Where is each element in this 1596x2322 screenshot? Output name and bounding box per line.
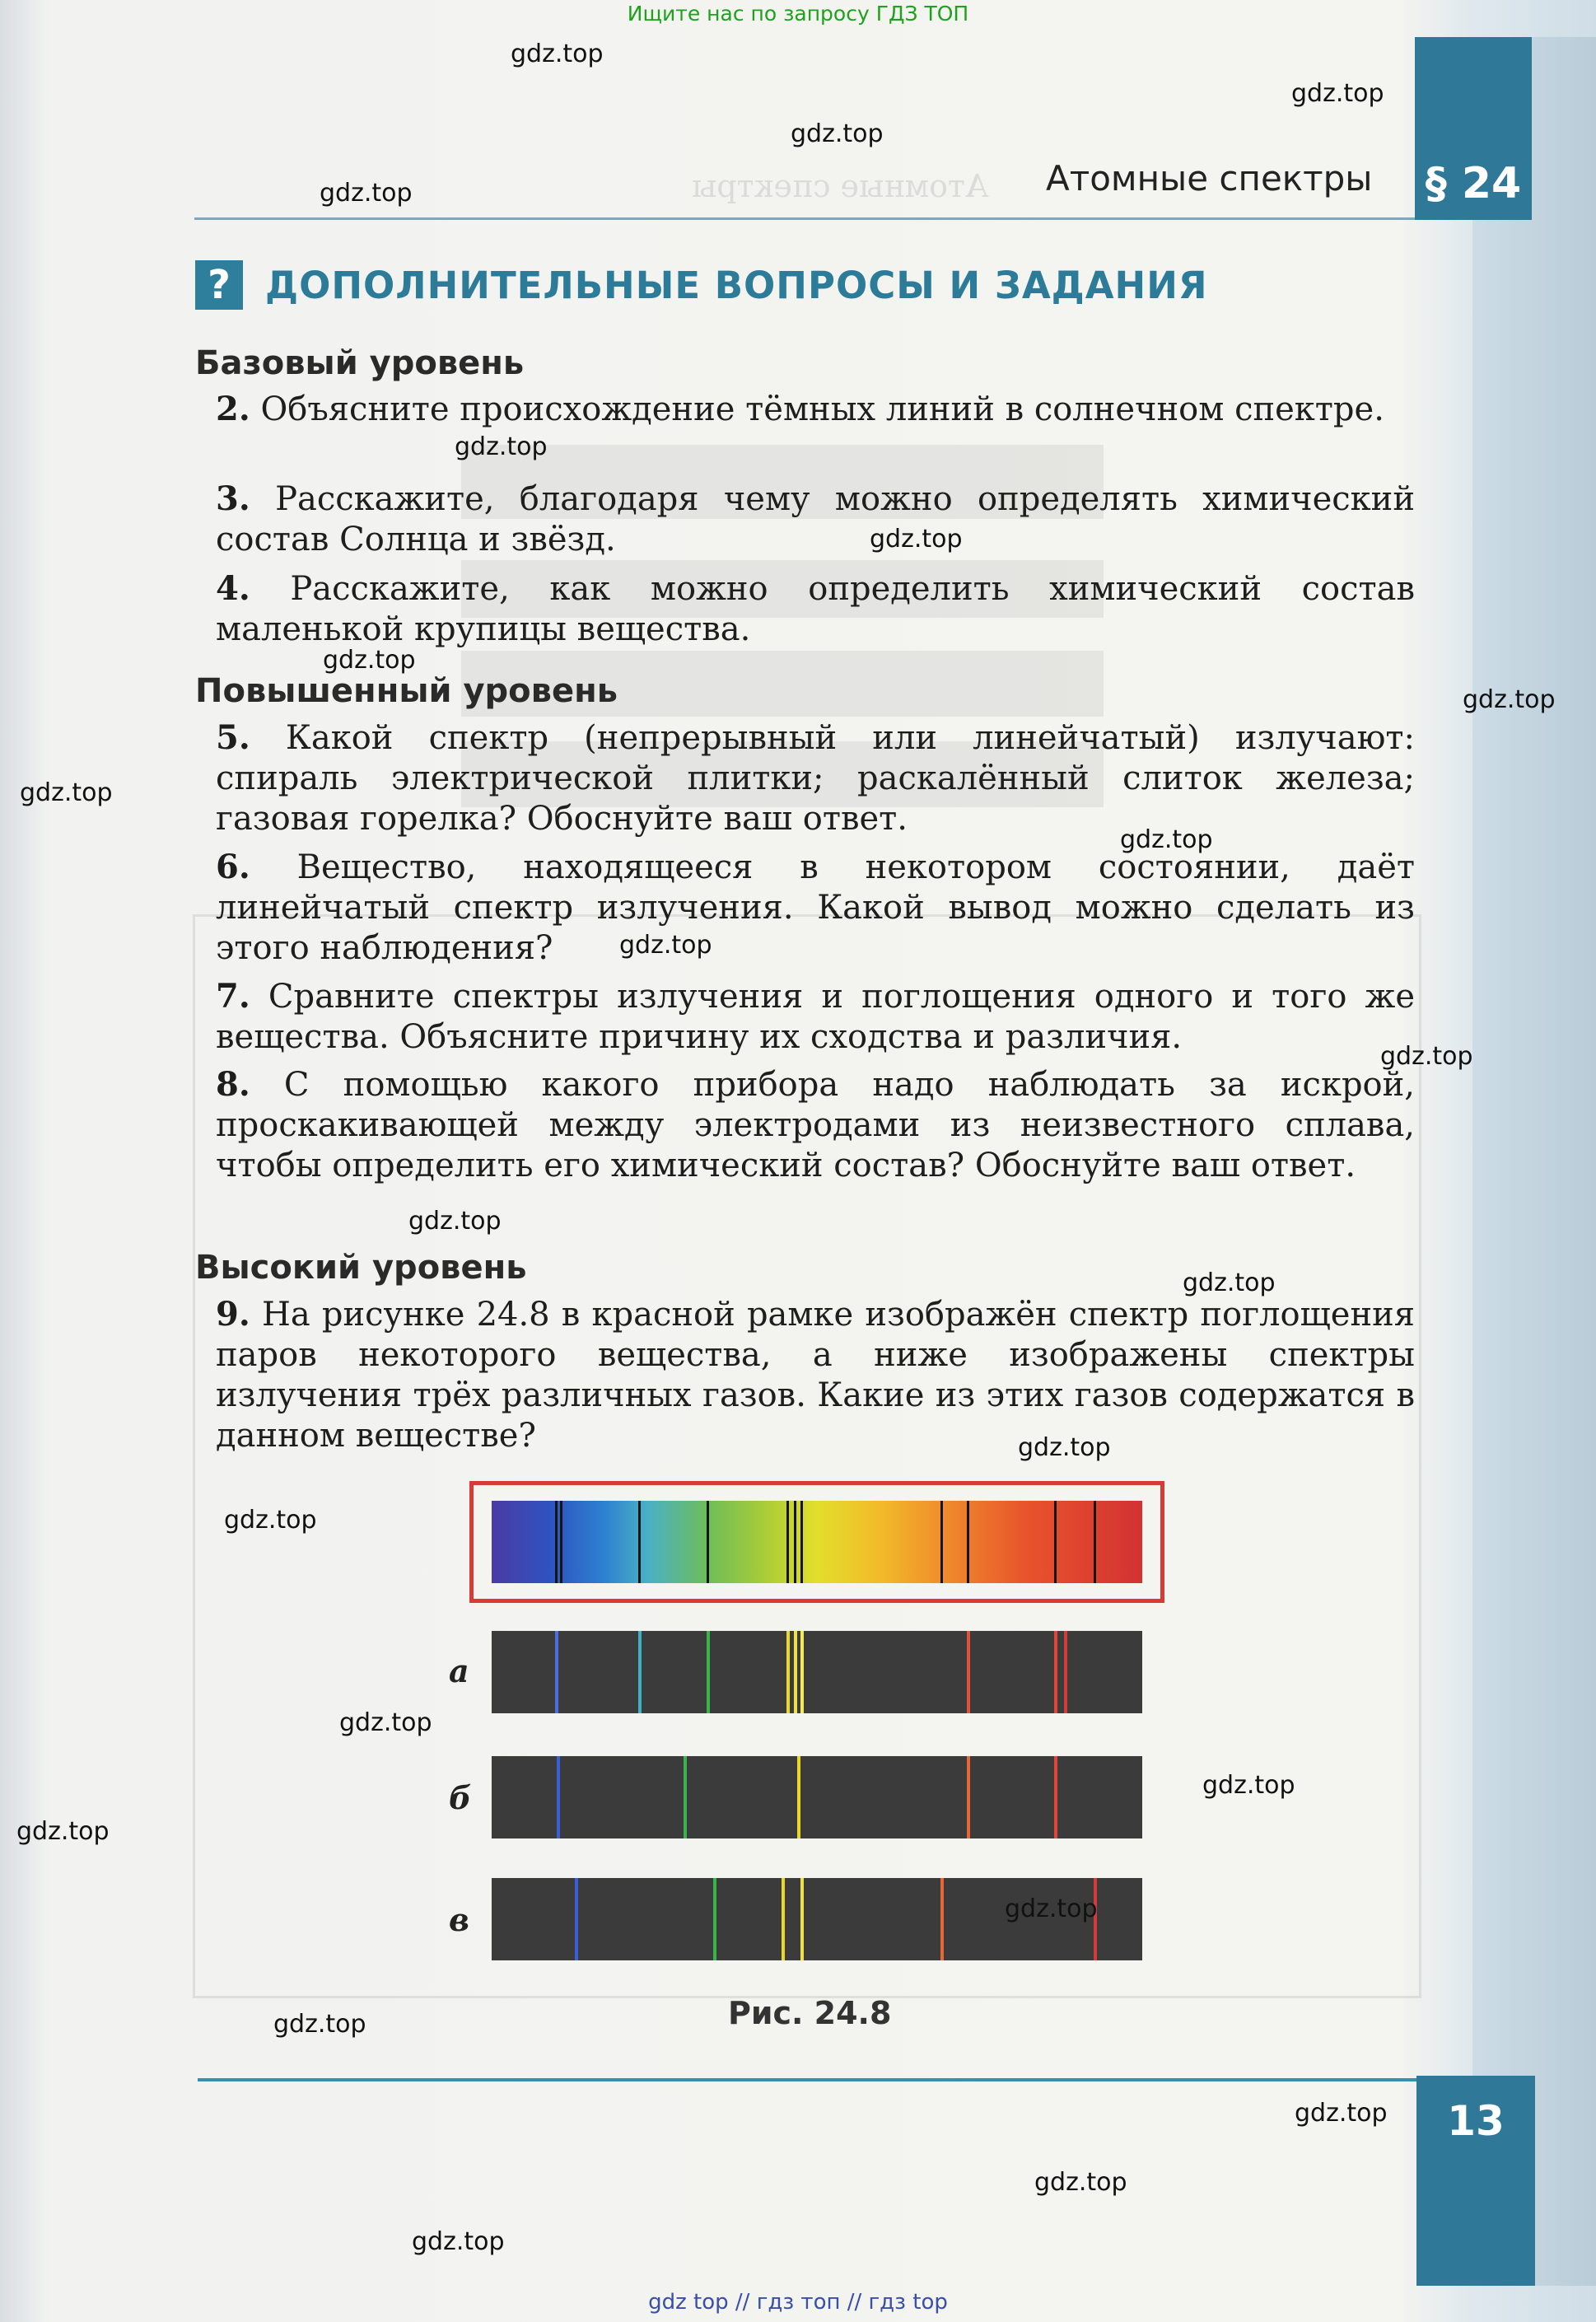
watermark[interactable]: gdz.top [619, 931, 712, 960]
question-icon: ? [195, 260, 243, 310]
emission-line [1054, 1756, 1057, 1838]
running-title: Атомные спектры [1046, 158, 1373, 199]
emission-line [794, 1631, 797, 1713]
watermark[interactable]: gdz.top [511, 40, 604, 68]
task-number: 6. [216, 848, 250, 886]
task-7 [216, 976, 1415, 1058]
emission-line [782, 1878, 785, 1960]
emission-line [684, 1756, 687, 1838]
task-6 [216, 847, 1415, 969]
task-3 [216, 479, 1415, 560]
watermark[interactable]: gdz.top [1463, 685, 1556, 714]
task-number: 2. [216, 390, 250, 428]
spectrum-label-a: а [449, 1652, 469, 1689]
watermark[interactable]: gdz.top [16, 1817, 110, 1846]
watermark[interactable]: gdz.top [1005, 1895, 1098, 1923]
absorption-line [1094, 1501, 1096, 1583]
task-text: Расскажите, как можно определить химический состав маленькой крупицы вещества. [216, 570, 1415, 648]
watermark[interactable]: gdz.top [1120, 825, 1213, 854]
task-number: 7. [216, 977, 250, 1016]
task-text: На рисунке 24.8 в красной рамке изображён спектр поглощения паров некоторого вещества, а ниже изображены спектры излучения трёх различных газов. Какие из этих газов содержатся в данном веществе? [216, 1296, 1416, 1455]
emission-line [1064, 1631, 1067, 1713]
emission-line [555, 1631, 558, 1713]
watermark[interactable]: gdz.top [412, 2227, 505, 2256]
emission-line [967, 1631, 970, 1713]
section-tab: § 24 [1415, 37, 1532, 220]
watermark[interactable]: gdz.top [408, 1207, 502, 1236]
absorption-spectrum [492, 1501, 1142, 1583]
watermark[interactable]: gdz.top [320, 179, 413, 208]
emission-line [967, 1756, 970, 1838]
header-rule [194, 217, 1415, 220]
task-8 [216, 1064, 1415, 1186]
emission-line [940, 1878, 944, 1960]
watermark[interactable]: gdz.top [323, 646, 416, 675]
task-number: 8. [216, 1065, 250, 1104]
level-heading-basic: Базовый уровень [195, 344, 525, 382]
task-text: Какой спектр (непрерывный или линейчатый) излучают: спираль электрической плитки; раскалённый слиток железа; газовая горелка? Обоснуйте ваш ответ. [216, 719, 1416, 838]
watermark[interactable]: gdz.top [1018, 1433, 1111, 1462]
absorption-line [707, 1501, 709, 1583]
task-number: 3. [216, 479, 250, 518]
spectrum-label-v: в [449, 1901, 469, 1938]
task-text: Вещество, находящееся в некотором состоянии, даёт линейчатый спектр излучения. Какой вывод можно сделать из этого наблюдения? [216, 848, 1415, 967]
watermark[interactable]: gdz.top [791, 119, 884, 148]
watermark[interactable]: gdz.top [20, 778, 113, 807]
absorption-line [1054, 1501, 1057, 1583]
emission-line [797, 1756, 800, 1838]
absorption-line [555, 1501, 558, 1583]
top-banner[interactable]: Ищите нас по запросу ГДЗ ТОП [627, 2, 969, 26]
absorption-line [560, 1501, 562, 1583]
watermark[interactable]: gdz.top [224, 1506, 317, 1535]
absorption-line [800, 1501, 803, 1583]
task-9 [216, 1294, 1415, 1456]
spectrum-label-b: б [449, 1779, 472, 1816]
watermark[interactable]: gdz.top [870, 525, 963, 554]
task-text: Объясните происхождение тёмных линий в солнечном спектре. [260, 390, 1384, 428]
emission-line [800, 1878, 804, 1960]
figure-caption: Рис. 24.8 [728, 1995, 892, 2031]
task-number: 5. [216, 718, 250, 757]
emission-line [557, 1756, 560, 1838]
task-text: Расскажите, благодаря чему можно определять химический состав Солнца и звёзд. [216, 480, 1415, 558]
task-2 [216, 389, 1415, 430]
absorption-line [638, 1501, 641, 1583]
questions-heading: ДОПОЛНИТЕЛЬНЫЕ ВОПРОСЫ И ЗАДАНИЯ [265, 264, 1208, 307]
task-number: 4. [216, 569, 250, 608]
watermark[interactable]: gdz.top [273, 2010, 366, 2039]
emission-line [638, 1631, 642, 1713]
emission-line [1054, 1631, 1057, 1713]
absorption-line [786, 1501, 789, 1583]
emission-line [800, 1631, 804, 1713]
emission-line [575, 1878, 578, 1960]
watermark[interactable]: gdz.top [1034, 2168, 1127, 2197]
task-5 [216, 717, 1415, 839]
watermark[interactable]: gdz.top [455, 432, 548, 461]
emission-line [713, 1878, 716, 1960]
page-edge-strip [1472, 37, 1596, 2286]
footer-rule [198, 2078, 1416, 2081]
watermark[interactable]: gdz.top [1291, 79, 1384, 108]
absorption-line [967, 1501, 969, 1583]
absorption-line [794, 1501, 796, 1583]
task-text: Сравните спектры излучения и поглощения одного и того же вещества. Объясните причину их сходства и различия. [216, 978, 1416, 1056]
emission-line [707, 1631, 710, 1713]
task-4 [216, 568, 1415, 650]
bottom-banner[interactable]: gdz top // гдз топ // гдз top [648, 2290, 948, 2315]
absorption-line [940, 1501, 943, 1583]
level-heading-advanced: Повышенный уровень [195, 672, 618, 710]
page-number: 13 [1416, 2076, 1535, 2286]
task-text: С помощью какого прибора надо наблюдать за искрой, проскакивающей между электродами из неизвестного сплава, чтобы определить его химический состав? Обоснуйте ваш ответ. [216, 1066, 1416, 1184]
watermark[interactable]: gdz.top [1183, 1268, 1276, 1297]
watermark[interactable]: gdz.top [1202, 1771, 1295, 1800]
watermark[interactable]: gdz.top [1380, 1042, 1473, 1071]
show-through-text: Атомные спектры [692, 168, 989, 204]
emission-line [786, 1631, 790, 1713]
level-heading-high: Высокий уровень [195, 1249, 527, 1287]
emission-spectrum-a [492, 1631, 1142, 1713]
watermark[interactable]: gdz.top [339, 1708, 432, 1737]
watermark[interactable]: gdz.top [1295, 2099, 1388, 2128]
task-number: 9. [216, 1295, 250, 1334]
emission-spectrum-b [492, 1756, 1142, 1838]
